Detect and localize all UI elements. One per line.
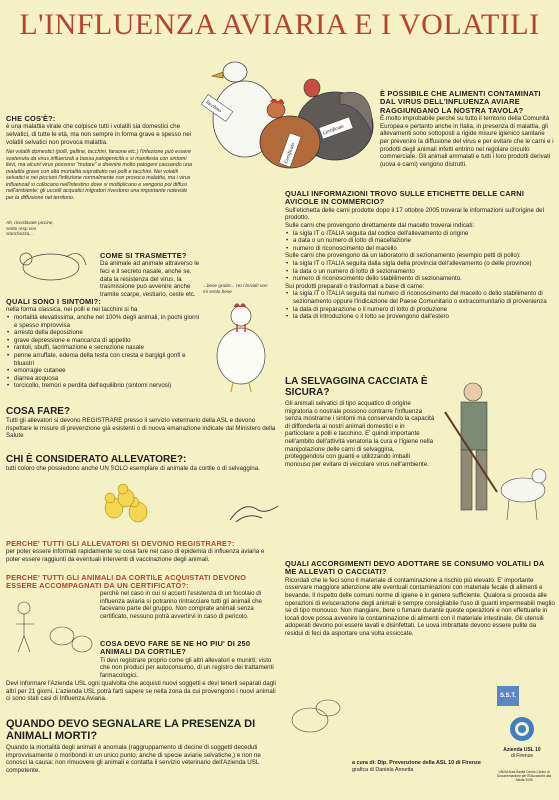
allevatore-body: tutti coloro che possiedono anche UN SOLO esemplare di animale da cortile o di selvaggina.: [6, 465, 260, 472]
che-cose-italic: Nei volatili domestici (polli, galline, tacchini, faraone etc.) l'infezione può essere sostenuta da virus influenzali a bassa patogenicità e si manifesta con sintomi lievi, ma alcuni virus possono "mutare" e divenire molto patogeni causando una malattia grave con alta mortalità soprattutto nei polli e tacchini. Nei volatili selvatici e nei piccioni l'infezione normalmente non provoca malattia, ma i virus influenzali si collocano nell'intestino dove si moltiplicano e vengono poi diffusi nell'ambiente: gli uccelli acquatici migratori rivestono una importante notevole per la diffusione nel territorio.: [6, 149, 193, 201]
section-certificato-body: [100, 590, 276, 620]
section-registrare: [6, 540, 278, 564]
selvaggina-heading: LA SELVAGGINA CACCIATA È SICURA?: [285, 376, 428, 398]
etichette-trans-intro: Sui prodotti preparati o trasformati a base di carne:: [285, 282, 425, 290]
etichette-lab-intro: Sulle carni che provengono da un laboratorio di sezionamento (esempio petti di pollo):: [285, 252, 521, 260]
footer-credits: [352, 760, 492, 773]
dead-birds-illustration: [288, 688, 346, 740]
list-item: • la sigla IT o ITALIA seguita dal numero di riconoscimento del macello o dello stabilimento di sezionamento oppure l'indicazione del Paese Comunitario o extracomunitario di provenienza: [285, 290, 555, 305]
sintomi-heading: QUALI SONO I SINTOMI?:: [6, 297, 102, 306]
sintomi-intro: nella forma classica, nei polli e nei tacchini si ha: [6, 306, 138, 314]
section-certificato: [6, 574, 278, 591]
cosa-fare-body: Tutti gli allevatori si devono REGISTRARE presso il servizio veterinario della ASL e devono rispettare le misure di prevenzione già esistenti o di nuova emanazione indicate dal Ministero della Salute: [6, 417, 276, 440]
section-alimenti: [380, 90, 554, 168]
chick-3: [118, 484, 134, 507]
etichette-lab-list: [285, 260, 555, 283]
footer-tiny-text: [493, 770, 555, 782]
goose-beak: [212, 72, 223, 78]
trasmissione-heading: COME SI TRASMETTE?: [100, 251, 187, 260]
registrare-body: per poter essere informati rapidamente su cosa fare nel caso di epidemia di influenza aviaria e poter essere raggiunti da eventuali interventi di vaccinazione degli animali.: [6, 548, 265, 563]
list-item: • a data o un numero di lotto di macellazione: [285, 237, 555, 245]
sintomi-list: [6, 314, 200, 390]
gloved-hands-illustration: [226, 492, 286, 528]
list-item: • la data di introduzione o il lotto se provengono dall'estero: [285, 313, 555, 321]
section-allevatore: [6, 454, 278, 473]
che-cose-heading: CHE COS'È?:: [6, 114, 56, 123]
farmer-with-chickens-illustration: [8, 596, 96, 662]
che-cose-body: è una malattia virale che colpisce tutti i volatili sia domestici che selvatici, di tutte le età, ma non sempre in forma grave e spesso nei volatili selvatici non provoca malattia.: [6, 123, 192, 146]
page-title: L'INFLUENZA AVIARIA E I VOLATILI: [19, 8, 540, 41]
credit-line-2: grafica di Daniela Annetta: [352, 766, 414, 773]
asl-logo: [498, 716, 546, 766]
alimenti-heading: È POSSIBILE CHE ALIMENTI CONTAMINATI DAL VIRUS DELL'INFLUENZA AVIARE RAGGIUNGANO LA NOSTRA TAVOLA?: [380, 89, 541, 115]
cosa-fare-heading: COSA FARE?: [6, 406, 71, 417]
accorgimenti-body: Ricordati che le feci sono il materiale di contaminazione a rischio più elevato. E' importante osservare maggiore attenzione alle eventuali contaminazioni con materiale fecale di alimenti e bevande. Il rispetto delle comuni norme di igiene è in genere sufficiente. Qualora si proceda alle operazioni di eviscerazione degli animali è sempre consigliabile l'uso di guanti impermeabili meglio se di tipo monouso. Non mangiare, bere o fumare durante queste operazioni e non effettuarle in locali dove possa avvenire la contaminazione di alimenti con il materiale intestinale. Gli utensili adoperati devono poi essere lavati e disinfettati. Le uova imbrattate devono essere pulite da residui di feci da asportare una volta essiccate.: [285, 576, 555, 637]
list-item: • emorragie cutanee: [6, 367, 200, 375]
section-etichette: [285, 190, 555, 321]
accorgimenti-heading: QUALI ACCORGIMENTI DEVO ADOTTARE SE CONSUMO VOLATILI DA ME ALLEVATI O CACCIATI?: [285, 559, 545, 577]
etichette-trans-list: [285, 290, 555, 320]
hunter-with-dog-illustration: [437, 372, 555, 532]
list-item: • la data o un numero di lotto di sezionamento: [285, 268, 555, 276]
etichette-direct-intro: Sulle carni che provengono direttamente dal macello troverai indicati:: [285, 222, 475, 229]
list-item: • arresto della deposizione: [6, 329, 200, 337]
sick-hen-drawing: [6, 237, 96, 282]
segnalare-body: Quando la mortalità degli animali è anomala (raggruppamento di decine di soggetti deceduti improvvisamente o moribondi in un unico punto, anche di specie aviarie selvatiche,) e non ne conosci la causa: non rimuovere gli animali e contatta il servizio veterinario dell'Azienda USL competente.: [6, 744, 261, 774]
asl-logo-label: Azienda USL 10: [503, 747, 541, 753]
etichette-heading: QUALI INFORMAZIONI TROVO SULLE ETICHETTE DELLE CARNI AVICOLE IN COMMERCIO?: [285, 189, 525, 207]
chicks-and-hands-illustration: [96, 478, 206, 528]
alimenti-body: È molto improbabile perché su tutto il territorio della Comunità Europea e pertanto anche in Italia, in presenza di malattia, gli allevamenti sono sottoposti a rigide misure igienico sanitarie per prevenire la diffusione del virus e per evitare che le carni e i prodotti degli animali infetti entrino nel regolare circuito commerciale. Gli animali ammalati e tutti i loro prodotti derivati (uova e carni) vengono distrutti.: [380, 115, 554, 168]
section-segnalare: [6, 718, 278, 774]
certificato-body: perchè nel caso in cui si accerti l'esistenza di un focolaio di influenza aviaria si potranno rintracciare tutti gli animali che facevano parte del gruppo. Non comprate animali senza certificato, nessuno potrà avvertirvi in caso di pericolo.: [100, 590, 262, 620]
list-item: • numero di riconoscimento del macello: [285, 245, 555, 253]
piu-di-250-body: Ti devi registrare proprio come gli altri allevatori e munirti: visto che non produci per autoconsumo, di un registro dei trattamenti farmacologici.: [100, 656, 274, 679]
credit-line-1: a cura di: Dip. Prevenzione della ASL 10 di Firenze: [352, 760, 481, 766]
list-item: • la sigla IT o ITALIA seguita dal codice dell'allevamento di origine: [285, 230, 555, 238]
section-piu-di-250: [100, 640, 276, 680]
poultry-group-illustration: [190, 44, 380, 184]
section-cosa-fare: [6, 406, 278, 440]
turkey-head: [304, 79, 320, 97]
asl-logo-sublabel: di Firenze: [511, 753, 533, 759]
list-item: • mortalità elevatissima, anche nel 100% degli animali, in pochi giorni e spesso improvvisa: [6, 314, 200, 329]
rooster-speech-caption: ...bene grazie... Ho i brividi! non mi sento bene: [203, 283, 268, 294]
list-item: • diarrea acquosa: [6, 375, 200, 383]
tag-label-3: Certificato: [322, 124, 345, 137]
tag-label-2: Certificato: [284, 142, 297, 165]
section-selvaggina: [285, 376, 435, 468]
section-accorgimenti: [285, 560, 555, 638]
section-trasmissione: [100, 252, 202, 298]
tag-label-1: Tacchino: [204, 99, 222, 115]
allevatore-heading: CHI È CONSIDERATO ALLEVATORE?:: [6, 454, 187, 465]
trasmissione-body: Da animale ad animale attraverso le feci e il secreto nasale, anche se, data la resistenza del virus, la trasmissione può avvenire anche tramite scarpe, vestiario, ceste etc.: [100, 260, 200, 298]
list-item: • numero di riconoscimento dello stabilimento di sezionamento.: [285, 275, 555, 283]
sst-logo: [497, 686, 519, 706]
list-item: • grave depressione e mancanza di appetito: [6, 337, 200, 345]
goose-head: [223, 62, 247, 82]
etichette-direct-list: [285, 230, 555, 253]
list-item: • la sigla IT o ITALIA seguita dalla sigla della provincia dell'allevamento (o delle province): [285, 260, 555, 268]
asl-circle-icon: [509, 716, 535, 742]
section-piu-di-250-extra: [6, 680, 278, 703]
registrare-heading: PERCHE' TUTTI GLI ALLEVATORI SI DEVONO REGISTRARE?:: [6, 539, 235, 548]
sick-hen-figure: [6, 220, 96, 280]
certificato-heading: PERCHE' TUTTI GLI ANIMALI DA CORTILE ACQUISTATI DEVONO ESSERE ACCOMPAGNATI DA UN CERTIFICATO?:: [6, 573, 247, 591]
rooster-figure: [203, 283, 278, 405]
list-item: • penne arruffate, edema della testa con cresta e bargigli gonfi e bluastri: [6, 352, 200, 367]
sst-logo-text: S.S.T.: [499, 693, 516, 699]
hen-speech-caption: Ah, ricordavate piccine, sento resp con stanchezza...: [6, 220, 54, 236]
piu-di-250-heading: COSA DEVO FARE SE NE HO PIU' DI 250 ANIMALI DA CORTILE?: [100, 639, 251, 657]
list-item: • rantoli, sbuffi, lacrimazione e secrezione nasale: [6, 344, 200, 352]
tiny-credit: UNIVA Area Sanità Centro Centro di Documentazione per l'Educazione alla Salute 2005: [496, 770, 552, 782]
rooster-drawing: [203, 294, 278, 394]
piu-di-250-extra: Devi informare l'Azienda USL ogni qualvolta che acquisti nuovi soggetti e devi tenerli separati dagli altri per 21 giorni. L'azienda USL potrà farti sapere se nella zona da cui provengono i nuovi animali ci sono stati casi di Influenza Aviaria.: [6, 680, 276, 703]
list-item: • la data di preparazione o il numero di lotto di produzione: [285, 306, 555, 314]
segnalare-heading: QUANDO DEVO SEGNALARE LA PRESENZA DI ANIMALI MORTI?: [6, 718, 256, 742]
etichette-intro: Sull'etichetta delle carni prodotte dopo il 17 ottobre 2005 troverai le informazioni sull'origine del prodotto.: [285, 206, 544, 222]
hen-head: [267, 102, 285, 118]
section-che-cose: [6, 115, 196, 201]
selvaggina-body: Gli animali selvatici di tipo acquatico di origine migratoria o nostrale possono contrarre l'influenza senza mostrarne i sintomi ma conservando la capacità di diffonderla ai nostri animali domestici e in particolare a polli e tacchino. E' quindi importante nell'ambito dell'attività venatoria la cura e l'igiene nella manipolazione delle carni di selvaggina, proteggendosi con guanti e utilizzando imballi monouso per evitare di veicolare virus nell'ambiente.: [285, 400, 435, 468]
section-sintomi: [6, 298, 200, 390]
list-item: • torcicollo, tremori e perdita dell'equilibrio (sintomi nervosi): [6, 382, 200, 390]
